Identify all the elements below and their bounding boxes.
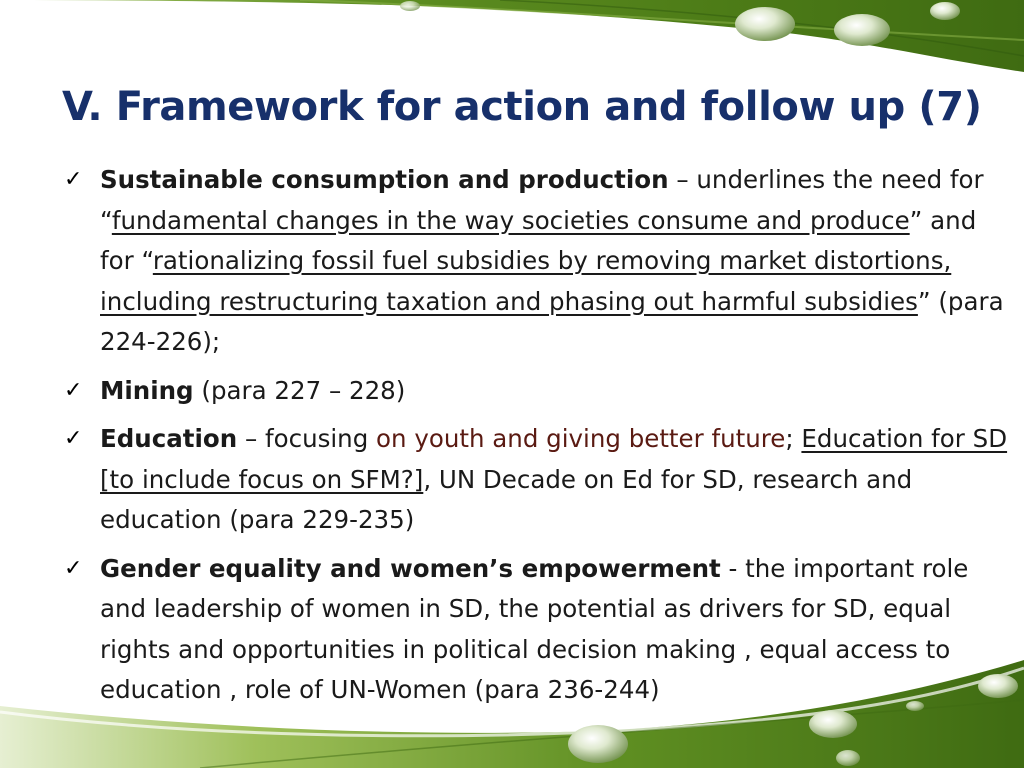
bullet-text: , UN Decade on Ed for SD, research and education (para 229-235) [100,464,913,534]
bullet-heading: Sustainable consumption and production [100,165,669,194]
bullet-heading: Gender equality and women’s empowerment [100,553,721,583]
bullet-text: – underlines the need for “ [100,165,984,235]
bullet-sustainable-consumption [64,160,1014,363]
quote-underlined: Education for SD [to include focus on SFM?] [100,424,1008,494]
quote-underlined: rationalizing fossil fuel subsidies by removing market distortions, including restructuring taxation and phasing out harmful subsidies [100,246,952,316]
highlighted-text: on youth and giving better future [376,424,786,453]
slide-title: V. Framework for action and follow up (7) [62,84,982,130]
bullet-text: - the important role and leadership of women in SD, the potential as drivers for SD, equal rights and opportunities in political decision making , equal access to education , role of UN-Women (para 236-244) [100,553,969,704]
bullet-list [64,160,1014,719]
bullet-text: (para 227 – 228) [193,375,406,405]
bullet-text: ” and for “ [100,205,977,275]
bullet-mining [64,371,1014,412]
check-icon: ✓ [64,377,83,403]
bullet-education [64,419,1014,541]
bullet-text: – focusing [237,424,377,453]
bullet-heading: Education [100,424,238,453]
bullet-gender-equality [64,549,1014,711]
bullet-text: ” (para 224-226); [100,286,1004,356]
bullet-heading: Mining [100,375,194,405]
check-icon: ✓ [64,167,83,192]
check-icon: ✓ [64,555,83,581]
bullet-text: ; [785,424,802,453]
quote-underlined: fundamental changes in the way societies consume and produce [111,205,910,235]
check-icon: ✓ [64,426,83,451]
